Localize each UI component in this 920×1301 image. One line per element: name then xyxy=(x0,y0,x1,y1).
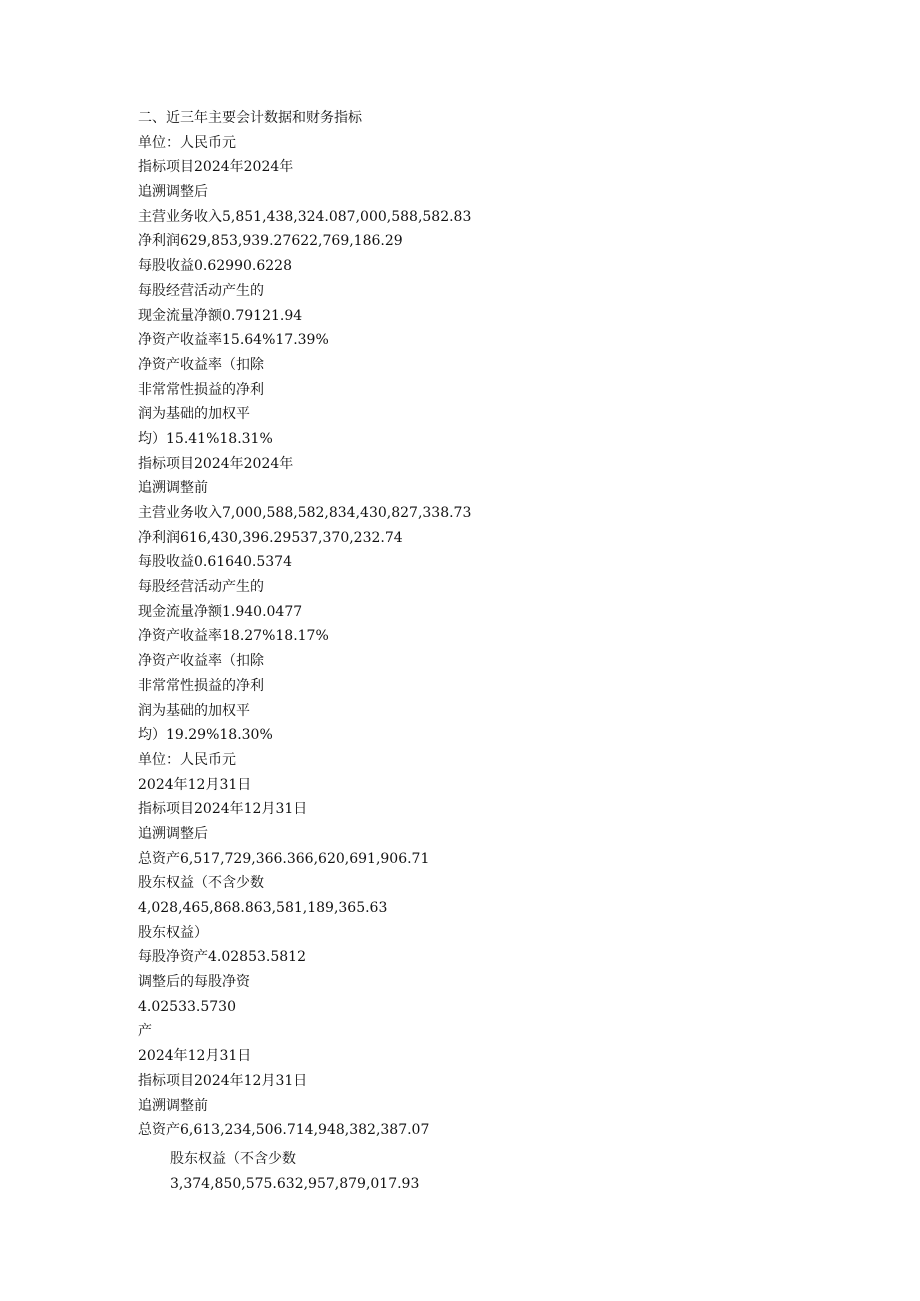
data-line: 净利润616,430,396.29537,370,232.74 xyxy=(138,529,403,546)
document-body xyxy=(138,106,838,1196)
table-header-line: 指标项目2024年2024年 xyxy=(138,455,294,472)
data-line: 调整后的每股净资 xyxy=(138,974,250,991)
data-line: 非常常性损益的净利 xyxy=(138,677,264,694)
table-header-line: 指标项目2024年12月31日 xyxy=(138,801,308,818)
data-line: 每股经营活动产生的 xyxy=(138,579,264,596)
data-line: 股东权益） xyxy=(138,924,208,941)
data-line: 总资产6,517,729,366.366,620,691,906.71 xyxy=(138,850,430,867)
indented-data-line: 3,374,850,575.632,957,879,017.93 xyxy=(170,1175,420,1192)
subheading-before-adjustment: 追溯调整前 xyxy=(138,480,208,497)
data-line: 每股净资产4.02853.5812 xyxy=(138,949,306,966)
data-line: 均）19.29%18.30% xyxy=(138,727,273,744)
data-line: 总资产6,613,234,506.714,948,382,387.07 xyxy=(138,1122,430,1139)
data-line: 主营业务收入7,000,588,582,834,430,827,338.73 xyxy=(138,505,472,521)
unit-label: 单位：人民币元 xyxy=(138,134,236,151)
data-line: 4.02533.5730 xyxy=(138,998,236,1015)
data-line: 净资产收益率（扣除 xyxy=(138,356,264,373)
data-line: 4,028,465,868.863,581,189,365.63 xyxy=(138,900,388,916)
data-line: 每股收益0.62990.6228 xyxy=(138,258,292,275)
data-line: 每股经营活动产生的 xyxy=(138,282,264,299)
data-line: 均）15.41%18.31% xyxy=(138,430,273,447)
data-line: 每股收益0.61640.5374 xyxy=(138,554,292,571)
data-line: 净资产收益率（扣除 xyxy=(138,653,264,670)
data-line: 股东权益（不含少数 xyxy=(138,875,264,892)
date-line: 2024年12月31日 xyxy=(138,1048,252,1065)
data-line: 净资产收益率15.64%17.39% xyxy=(138,332,329,349)
data-line: 主营业务收入5,851,438,324.087,000,588,582.83 xyxy=(138,208,472,225)
date-line: 2024年12月31日 xyxy=(138,776,252,793)
data-line: 现金流量净额0.79121.94 xyxy=(138,307,303,324)
data-line: 润为基础的加权平 xyxy=(138,406,250,423)
table-header-line: 指标项目2024年2024年 xyxy=(138,159,294,176)
subheading-before-adjustment: 追溯调整前 xyxy=(138,1097,208,1114)
table-header-line: 指标项目2024年12月31日 xyxy=(138,1072,308,1089)
data-line: 净利润629,853,939.27622,769,186.29 xyxy=(138,233,403,250)
subheading-adjusted: 追溯调整后 xyxy=(138,825,208,842)
section-heading: 二、近三年主要会计数据和财务指标 xyxy=(138,110,362,126)
data-line: 产 xyxy=(138,1023,152,1040)
data-line: 润为基础的加权平 xyxy=(138,702,250,719)
data-line: 现金流量净额1.940.0477 xyxy=(138,603,303,620)
data-line: 非常常性损益的净利 xyxy=(138,381,264,398)
subheading-adjusted: 追溯调整后 xyxy=(138,184,208,201)
indented-data-line: 股东权益（不含少数 xyxy=(170,1150,296,1167)
data-line: 净资产收益率18.27%18.17% xyxy=(138,628,329,645)
unit-label: 单位：人民币元 xyxy=(138,751,236,768)
